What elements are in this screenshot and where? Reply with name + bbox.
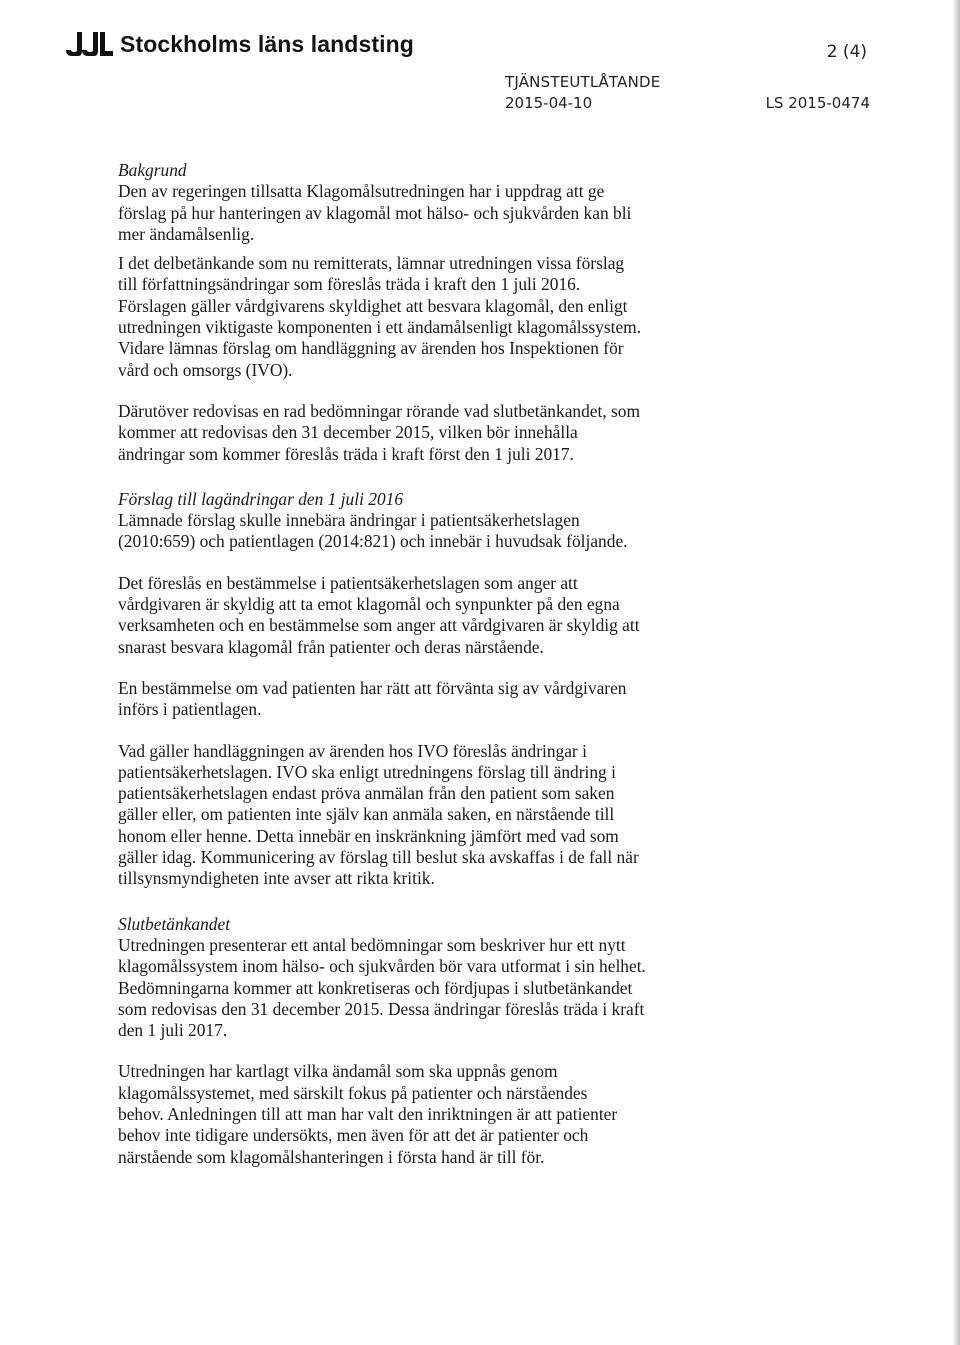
section-slutbetankandet xyxy=(118,914,738,1168)
scan-edge-shading xyxy=(952,0,960,1345)
paragraph: Det föreslås en bestämmelse i patientsäkerhetslagen som anger att vårdgivaren är skyldig att ta emot klagomål och synpunkter på den egna verksamheten och en bestämmelse som anger att vårdgivaren är skyldig att snarast besvara klagomål från patienter och deras närstående. xyxy=(118,572,640,657)
document-type: TJÄNSTEUTLÅTANDE xyxy=(505,73,661,91)
sll-logo-icon xyxy=(62,30,114,58)
paragraph: I det delbetänkande som nu remitterats, lämnar utredningen vissa förslag till författningsändringar som föreslås träda i kraft den 1 juli 2016. Förslagen gäller vårdgivarens skyldighet att besvara klagomål, den enligt utredningen viktigaste komponenten i ett ändamålsenligt klagomålssystem. Vidare lämnas förslag om handläggning av ärenden hos Inspektionen för vård och omsorgs (IVO). xyxy=(118,253,642,380)
paragraph: Utredningen presenterar ett antal bedömningar som beskriver hur ett nytt klagomålssystem inom hälso- och sjukvården bör vara utformat i sin helhet. Bedömningarna kommer att konkretiseras och fördjupas i slutbetänkandet som redovisas den 31 december 2015. Dessa ändringar föreslås träda i kraft den 1 juli 2017. xyxy=(118,934,646,1041)
section-heading: Bakgrund xyxy=(118,160,187,180)
document-date: 2015-04-10 xyxy=(505,94,593,112)
section-heading: Förslag till lagändringar den 1 juli 2016 xyxy=(118,488,404,509)
section-heading: Slutbetänkandet xyxy=(118,913,231,934)
document-body xyxy=(118,160,738,1168)
organization-logo xyxy=(62,30,414,58)
document-reference: LS 2015-0474 xyxy=(765,94,870,112)
paragraph: Utredningen har kartlagt vilka ändamål som ska uppnås genom klagomålssystemet, med särskilt fokus på patienter och närståendes behov. Anledningen till att man har valt den inriktningen är att patienter behov inte tidigare undersökts, men även för att det är patienter och närstående som klagomålshanteringen i första hand är till för. xyxy=(118,1061,618,1167)
organization-name: Stockholms läns landsting xyxy=(120,30,414,57)
paragraph: En bestämmelse om vad patienten har rätt att förvänta sig av vårdgivaren införs i patientlagen. xyxy=(118,677,627,720)
page-number: 2 (4) xyxy=(826,42,867,62)
paragraph: Därutöver redovisas en rad bedömningar rörande vad slutbetänkandet, som kommer att redovisas den 31 december 2015, vilken bör innehålla ändringar som kommer föreslås träda i kraft först den 1 juli 2017. xyxy=(118,400,641,464)
section-lagandringar xyxy=(118,489,738,890)
section-bakgrund xyxy=(118,160,738,465)
page-header xyxy=(0,0,960,120)
paragraph: Vad gäller handläggningen av ärenden hos IVO föreslås ändringar i patientsäkerhetslagen. IVO ska enligt utredningens förslag till ändring i patientsäkerhetslagen endast pröva anmälan från den patient som saken gäller eller, om patienten inte själv kan anmäla saken, en närstående till honom eller henne. Detta innebär en inskränkning jämfört med vad som gäller idag. Kommunicering av förslag till beslut ska avskaffas i de fall när tillsynsmyndigheten inte avser att rikta kritik. xyxy=(118,740,639,889)
paragraph: Lämnade förslag skulle innebära ändringar i patientsäkerhetslagen (2010:659) och patientlagen (2014:821) och innebär i huvudsak följande. xyxy=(118,510,628,552)
paragraph: Den av regeringen tillsatta Klagomålsutredningen har i uppdrag att ge förslag på hur hanteringen av klagomål mot hälso- och sjukvården kan bli mer ändamålsenlig. xyxy=(118,181,632,244)
